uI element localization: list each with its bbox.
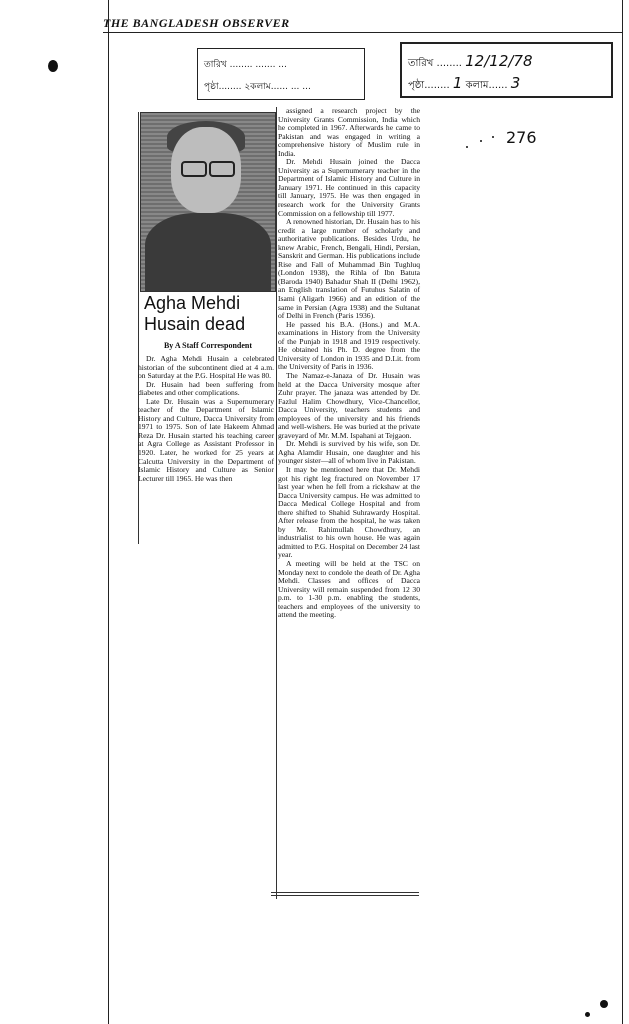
stamp-date-value: 12/12/78 <box>465 52 533 70</box>
column-rule <box>276 107 277 899</box>
scan-speck <box>48 60 58 72</box>
article-byline: By A Staff Correspondent <box>163 341 253 350</box>
date-stamp-blank <box>197 48 365 100</box>
scan-speck <box>600 1000 608 1008</box>
headline-line: Agha Mehdi <box>144 293 241 313</box>
article-end-rule <box>271 892 419 896</box>
paragraph: The Namaz-e-Janaza of Dr. Husain was held at the Dacca University mosque after Zuhr prayer. The janaza was attended by Dr. Fazlul Halim Chowdhury, Vice-Chancellor, Dacca University, teachers students and employees of the university and his friends and well-wishers. He was buried at the private graveyard of Mr. M.M. Ispahani at Tejgaon. <box>278 370 420 440</box>
left-margin-line <box>108 0 109 1024</box>
scan-speck <box>585 1012 590 1017</box>
paragraph: A renowned historian, Dr. Husain has to his credit a large number of scholarly and authoritative publications. Besides Urdu, he knew Arabic, French, Bengali, Hindi, Persian, Sanskrit and German. His publications include Rise and Fall of Muhammad Bin Tughluq (London 1938), the Rihla of Ibn Batuta (Baroda 1940) Bahadur Shah II (Delhi 1962), an English translation of Futuhus Salatin of Isami (Aligarh 1966) and an edition of the same in Persian (Agra 1938) and the Sultanat of Delhi in French (Paris 1936). <box>278 217 420 321</box>
paragraph: Late Dr. Husain was a Supernumerary teacher of the Department of Islamic History and Culture, Dacca University from 1971 to 1975. Son of late Hakeem Ahmad Reza Dr. Husain started his teaching career at Agra College as Assistant Professor in 1920. Later, he worked for 25 years at Calcutta University in the Department of Islamic History and Culture as Senior Lecturer till 1965. He was then <box>138 396 274 483</box>
headline-line: Husain dead <box>144 314 246 334</box>
paragraph: He passed his B.A. (Hons.) and M.A. examinations in History from the University of the Punjab in 1918 and 1919 respectively. He obtained his Ph. D. degree from the University of London in 1935 and D.Lit. from the University of Paris in 1936. <box>278 319 420 372</box>
scan-speck <box>466 146 468 148</box>
article-headline <box>144 293 270 335</box>
right-margin-line <box>622 0 623 1024</box>
article-column-1 <box>138 355 274 483</box>
scan-speck <box>480 140 482 142</box>
stamp-page-label: পৃষ্ঠা........ <box>408 80 450 91</box>
newspaper-masthead: THE BANGLADESH OBSERVER <box>103 16 290 30</box>
paragraph: Dr. Agha Mehdi Husain a celebrated historian of the subcontinent died at 4 a.m. on Saturday at the P.G. Hospital He was 80. <box>138 354 274 381</box>
news-clipping <box>138 107 420 899</box>
portrait-photo <box>140 112 276 292</box>
archive-page-number: 276 <box>506 128 537 147</box>
paragraph: assigned a research project by the University Grants Commission, India which he completed in 1967. Afterwards he came to Pakistan and was engaged in writing a comprehensive history of Muslim rule in India. <box>278 106 420 158</box>
article-column-2 <box>278 107 420 620</box>
scan-speck <box>492 136 494 138</box>
stamp-date-row: তারিখ ........ ....... ... <box>204 60 287 70</box>
paragraph: A meeting will be held at the TSC on Monday next to condole the death of Dr. Agha Mehdi. Classes and offices of Dacca University will remain suspended from 12 30 p.m. to 1-30 p.m. enabling the students, teachers and employees of the university to attend the meeting. <box>278 558 420 620</box>
date-stamp-filled <box>400 42 613 98</box>
stamp-page-row: পৃষ্ঠা........ ২কলাম...... ... ... <box>204 82 311 92</box>
paragraph: It may be mentioned here that Dr. Mehdi got his right leg fractured on November 17 last year when he fell from a rickshaw at the Dacca University campus. He was admitted to Dacca Medical College Hospital and from there shifted to Shahid Suhrawardy Hospital. After release from the hospital, he was taken by Mr. Rahimullah Chowdhury, an industrialist to his own house. He was again admitted to P.G. Hospital on December 24 last year. <box>278 464 420 560</box>
masthead-rule <box>103 32 623 33</box>
stamp-column-value: 3 <box>510 74 521 92</box>
paragraph: Dr. Husain had been suffering from diabetes and other complications. <box>138 379 274 398</box>
stamp-page-value: 1 <box>452 74 463 92</box>
stamp-column-label: কলাম...... <box>465 80 508 91</box>
stamp-page-row <box>408 74 520 95</box>
stamp-date-label: তারিখ ........ <box>408 58 462 69</box>
paragraph: Dr. Mehdi Husain joined the Dacca University as a Supernumerary teacher in the Department of Islamic History and Culture in January 1971. He continued in this capacity till January, 1975. He was then engaged in research work for the University Grants Commission on a fellowship till 1977. <box>278 157 420 218</box>
stamp-date-row <box>408 52 533 73</box>
paragraph: Dr. Mehdi is survived by his wife, son Dr. Agha Alamdir Husain, one daughter and his younger sister—all of whom live in Pakistan. <box>278 439 420 466</box>
